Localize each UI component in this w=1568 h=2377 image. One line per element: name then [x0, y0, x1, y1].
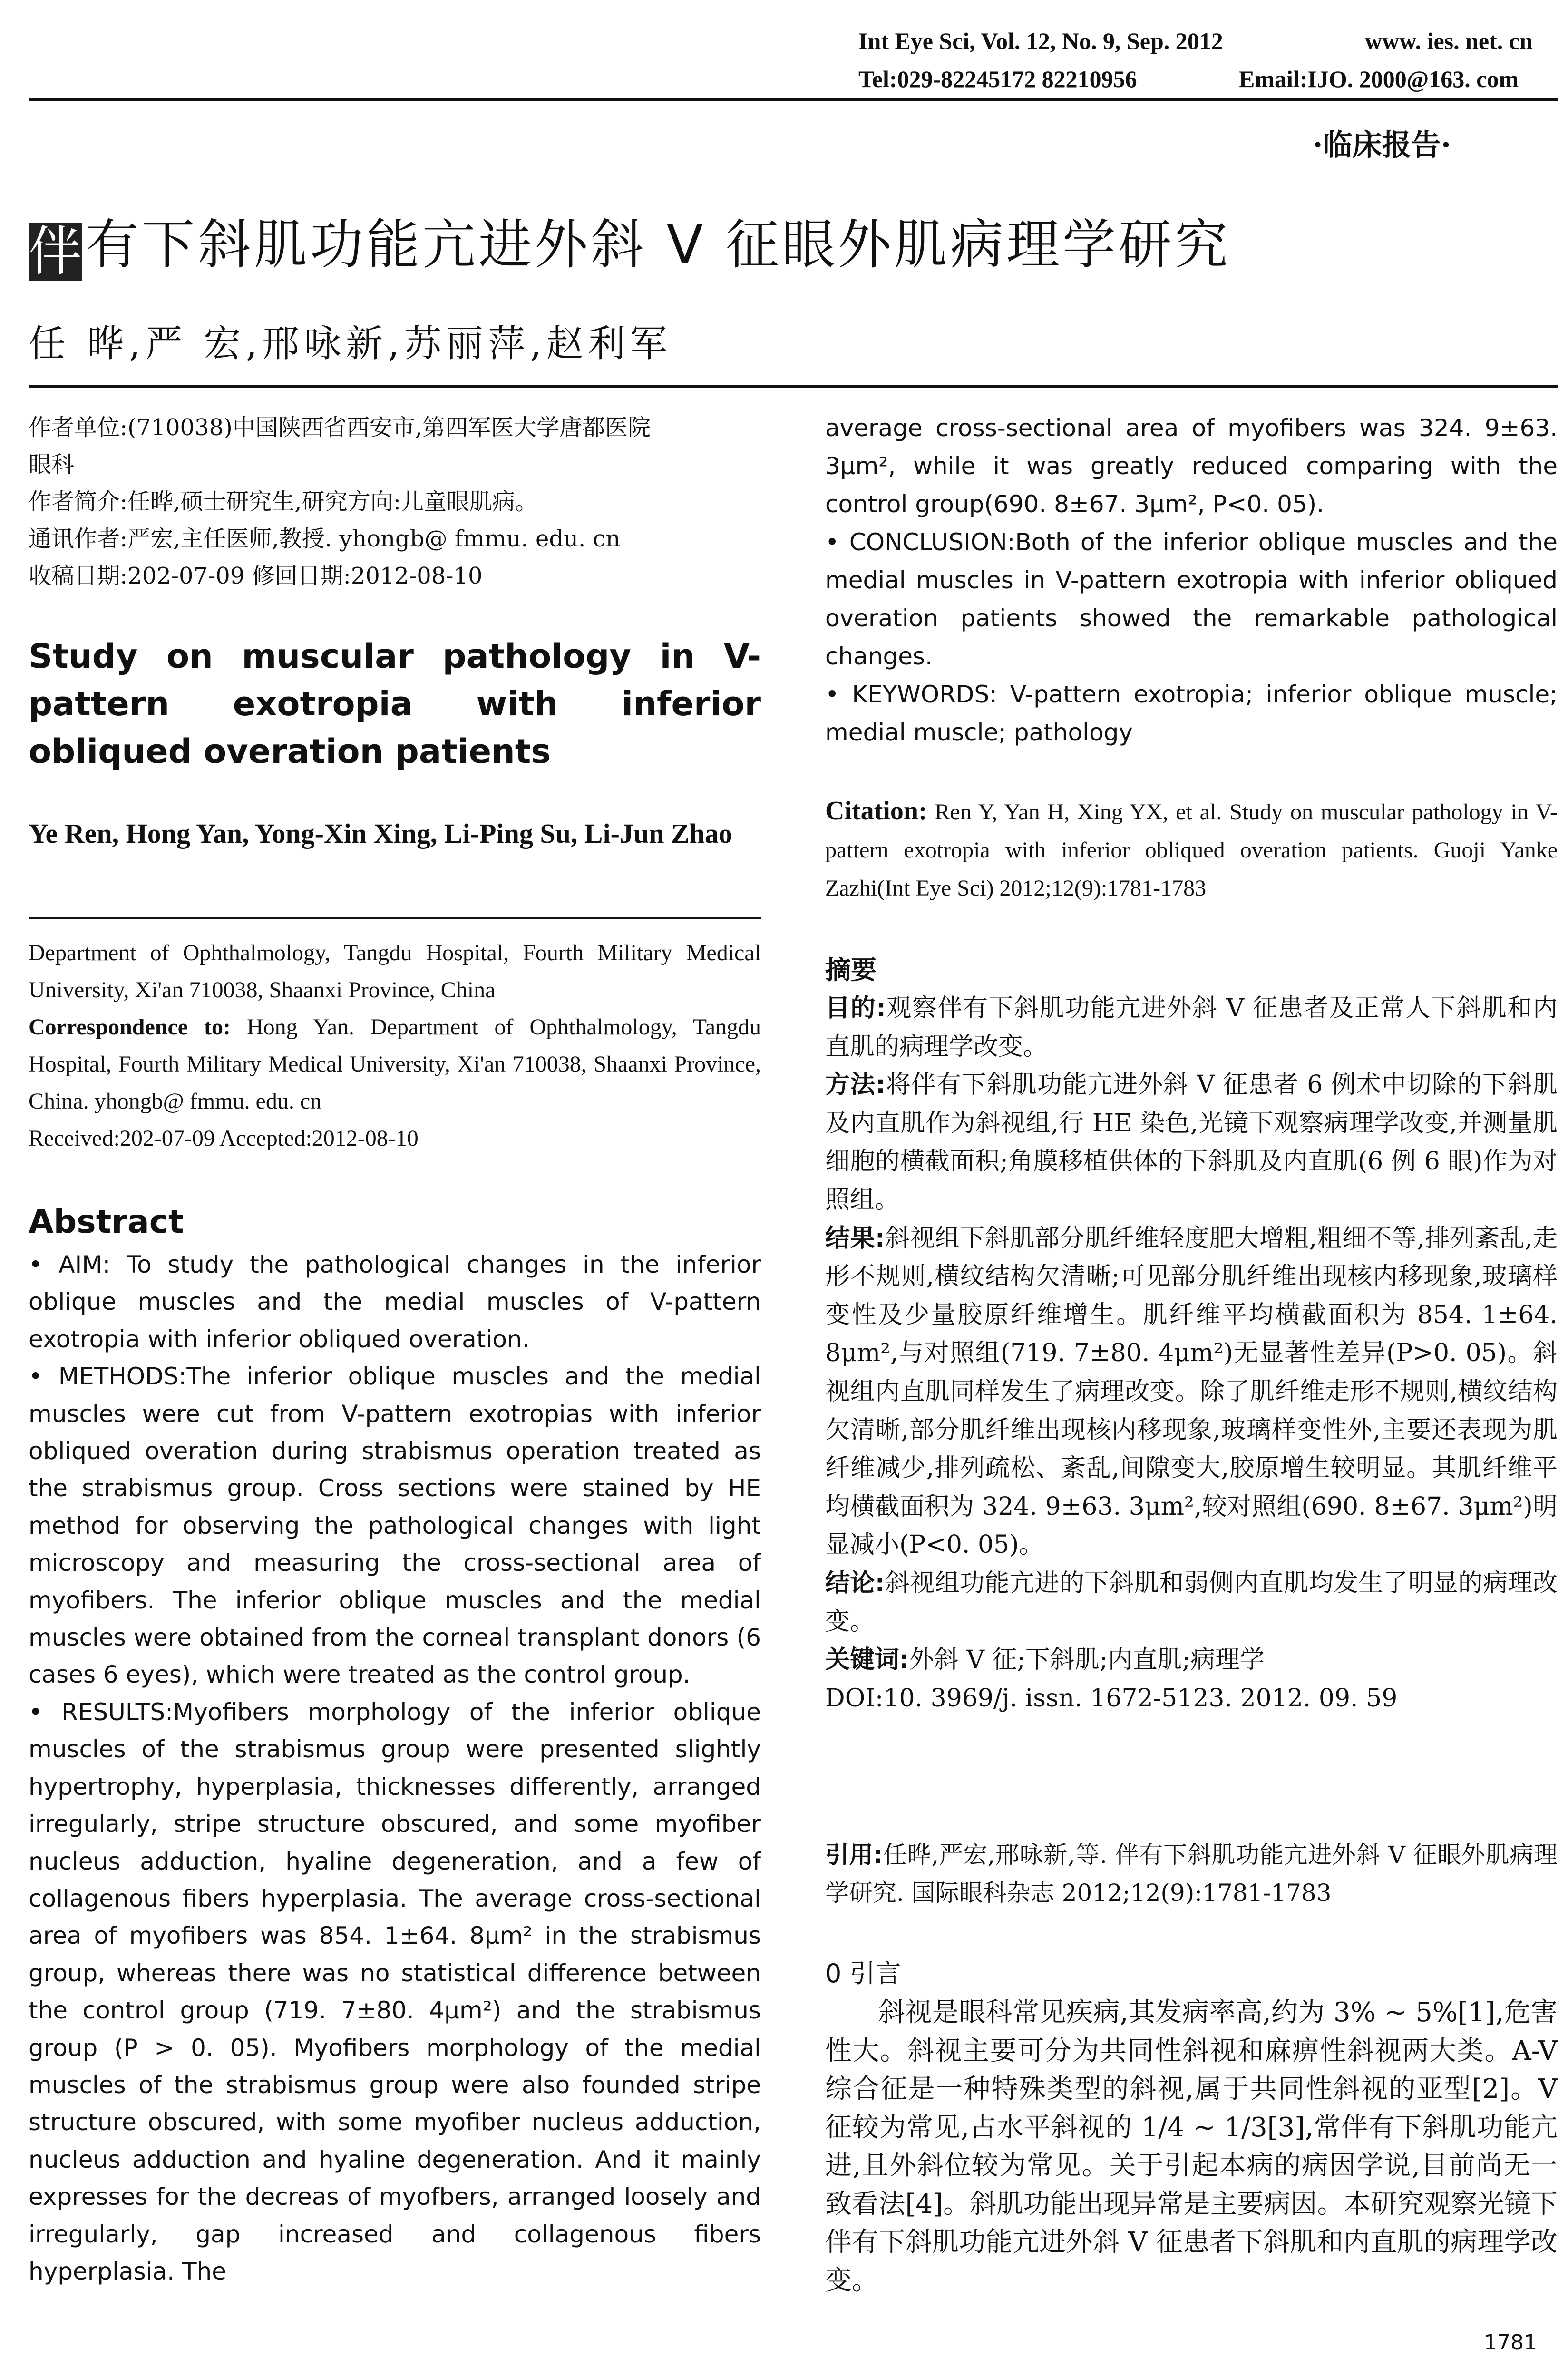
keywords-label: 关键词: [825, 1646, 909, 1675]
section-label: ·临床报告· [1313, 127, 1451, 162]
doi: DOI:10. 3969/j. issn. 1672-5123. 2012. 09. 59 [825, 1684, 1398, 1713]
title-first-char: 伴 [29, 221, 85, 283]
abstract-english-left [29, 1246, 761, 2290]
email: Email:IJO. 2000@163. com [1239, 66, 1519, 92]
chinese-authors: 任 晔,严 宏,邢咏新,苏丽萍,赵利军 [29, 322, 672, 365]
summary-results [825, 1219, 1558, 1564]
correspondence [29, 1009, 761, 1120]
cite-label: 引用: [825, 1841, 883, 1869]
abstract-keywords: • KEYWORDS: V-pattern exotropia; inferior oblique muscle; medial muscle; pathology [825, 681, 1558, 746]
journal-info: Int Eye Sci, Vol. 12, No. 9, Sep. 2012 [858, 28, 1223, 54]
received-date-cn: 收稿日期:202-07-09 修回日期:2012-08-10 [29, 563, 483, 589]
department: Department of Ophthalmology, Tangdu Hospital, Fourth Military Medical University, Xi'an 710038, Shaanxi Province, China [29, 940, 761, 1003]
citation-chinese [825, 1836, 1558, 1912]
methods-label: 方法: [825, 1071, 886, 1100]
abstract-results: • RESULTS:Myofibers morphology of the inferior oblique muscles of the strabismus group were presented slightly hypertrophy, hyperplasia, thicknesses differently, arranged irregularly, stripe structure obscured, and some myofiber nucleus adduction, hyaline degeneration, and a few of collagenous fibers hyperplasia. The average cross-sectional area of myofibers was 854. 1±64. 8μm² in the strabismus group, whereas there was no statistical difference between the control group (719. 7±80. 4μm²) and the strabismus group (P > 0. 05). Myofibers morphology of the medial muscles of the strabismus group were also founded stripe structure obscured, with some myofiber nucleus adduction, nucleus adduction and hyaline degeneration. And it mainly expresses for the decreas of myofbers, arranged loosely and irregularly, gap increased and collagenous fibers hyperplasia. The [29, 1698, 761, 2285]
website: www. ies. net. cn [1365, 28, 1533, 54]
english-authors: Ye Ren, Hong Yan, Yong-Xin Xing, Li-Ping Su, Li-Jun Zhao [29, 818, 732, 849]
citation-english [825, 792, 1558, 907]
summary-keywords [825, 1641, 1558, 1679]
objective-label: 目的: [825, 994, 886, 1023]
title-rest: 有下斜肌功能亢进外斜 V 征眼外肌病理学研究 [86, 214, 1231, 276]
citation-text: Ren Y, Yan H, Xing YX, et al. Study on muscular pathology in V-pattern exotropia with inferior obliqued overation patients. Guoji Yanke Zazhi(Int Eye Sci) 2012;12(9):1781-1783 [825, 799, 1558, 901]
author-rule [29, 917, 761, 919]
english-title: Study on muscular pathology in V-pattern exotropia with inferior obliqued overation patients [29, 637, 761, 771]
abstract-methods: • METHODS:The inferior oblique muscles and the medial muscles were cut from V-pattern exotropias with inferior obliqued overation during strabismus operation treated as the strabismus group. Cross sections were stained by HE method for observing the pathological changes with light microscopy and measuring the cross-sectional area of myofibers. The inferior oblique muscles and the medial muscles were obtained from the corneal transplant donors (6 cases 6 eyes), which were treated as the control group. [29, 1363, 761, 1689]
header-rule [29, 98, 1558, 101]
affiliation-line: 眼科 [29, 451, 75, 478]
abstract-english-right [825, 409, 1558, 751]
results-label: 结果: [825, 1224, 885, 1253]
chinese-title [29, 202, 1231, 281]
affiliation-block [29, 409, 761, 594]
affiliation-english [29, 935, 761, 1157]
intro-paragraph: 斜视是眼科常见疾病,其发病率高,约为 3% ~ 5%[1],危害性大。斜视主要可分为共同性斜视和麻痹性斜视两大类。A-V 综合征是一种特殊类型的斜视,属于共同性斜视的亚型[2]。V 征较为常见,占水平斜视的 1/4 ~ 1/3[3],常伴有下斜肌功能亢进,且外斜位较为常见。关于引起本病的病因学说,目前尚无一致看法[4]。斜肌功能出现异常是主要病因。本研究观察光镜下伴有下斜肌功能亢进外斜 V 征患者下斜肌和内直肌的病理学改变。 [825, 1997, 1558, 2296]
keywords-text: 外斜 V 征;下斜肌;内直肌;病理学 [909, 1646, 1265, 1675]
results-text: 斜视组下斜肌部分肌纤维轻度肥大增粗,粗细不等,排列紊乱,走形不规则,横纹结构欠清晰;可见部分肌纤维出现核内移现象,玻璃样变性及少量胶原纤维增生。肌纤维平均横截面积为 854. 1±64. 8μm²,与对照组(719. 7±80. 4μm²)无显著性差异(P>0. 05)。斜视组内直肌同样发生了病理改变。除了肌纤维走形不规则,横纹结构欠清晰,部分肌纤维出现核内移现象,玻璃样变性外,主要还表现为肌纤维减少,排列疏松、紊乱,间隙变大,胶原增生较明显。其肌纤维平均横截面积为 324. 9±63. 3μm²,较对照组(690. 8±67. 3μm²)明显减小(P<0. 05)。 [825, 1224, 1558, 1559]
corresponding-author: 通讯作者:严宏,主任医师,教授. yhongb@ fmmu. edu. cn [29, 526, 621, 552]
citation-label: Citation: [825, 796, 927, 826]
cite-text: 任晔,严宏,邢咏新,等. 伴有下斜肌功能亢进外斜 V 征眼外肌病理学研究. 国际眼科杂志 2012;12(9):1781-1783 [825, 1841, 1558, 1907]
telephone: Tel:029-82245172 82210956 [858, 66, 1137, 92]
abstract-results-continued: average cross-sectional area of myofibers was 324. 9±63. 3μm², while it was greatly reduced comparing with the control group(690. 8±67. 3μm², P<0. 05). [825, 414, 1558, 518]
conclusion-text: 斜视组功能亢进的下斜肌和弱侧内直肌均发生了明显的病理改变。 [825, 1568, 1558, 1636]
abstract-aim: • AIM: To study the pathological changes in the inferior oblique muscles and the medial muscles of V-pattern exotropia with inferior obliqued overation. [29, 1251, 761, 1353]
abstract-conclusion: • CONCLUSION:Both of the inferior oblique muscles and the medial muscles in V-pattern exotropia with inferior obliqued overation patients showed the remarkable pathological changes. [825, 528, 1558, 670]
methods-text: 将伴有下斜肌功能亢进外斜 V 征患者 6 例术中切除的下斜肌及内直肌作为斜视组,行 HE 染色,光镜下观察病理学改变,并测量肌细胞的横截面积;角膜移植供体的下斜肌及内直肌(6 例 6 眼)作为对照组。 [825, 1071, 1558, 1214]
correspondence-label: Correspondence to: [29, 1014, 231, 1040]
correspondence-text: Hong Yan. Department of Ophthalmology, Tangdu Hospital, Fourth Military Medical University, Xi'an 710038, Shaanxi Province, China. yhongb@ fmmu. edu. cn [29, 1014, 761, 1114]
received-accepted: Received:202-07-09 Accepted:2012-08-10 [29, 1126, 419, 1151]
summary-heading: 摘要 [825, 955, 877, 985]
abstract-heading: Abstract [29, 1203, 184, 1241]
summary-conclusion [825, 1564, 1558, 1641]
summary-chinese [825, 989, 1558, 1717]
summary-methods [825, 1066, 1558, 1219]
page-number: 1781 [1484, 2330, 1537, 2355]
affiliation-line: 作者单位:(710038)中国陕西省西安市,第四军医大学唐都医院 [29, 414, 651, 441]
objective-text: 观察伴有下斜肌功能亢进外斜 V 征患者及正常人下斜肌和内直肌的病理学改变。 [825, 994, 1558, 1061]
author-bio: 作者简介:任晔,硕士研究生,研究方向:儿童眼肌病。 [29, 488, 538, 515]
summary-objective [825, 989, 1558, 1066]
conclusion-label: 结论: [825, 1568, 885, 1598]
intro-heading: 0 引言 [825, 1958, 901, 1988]
title-rule [29, 385, 1558, 388]
